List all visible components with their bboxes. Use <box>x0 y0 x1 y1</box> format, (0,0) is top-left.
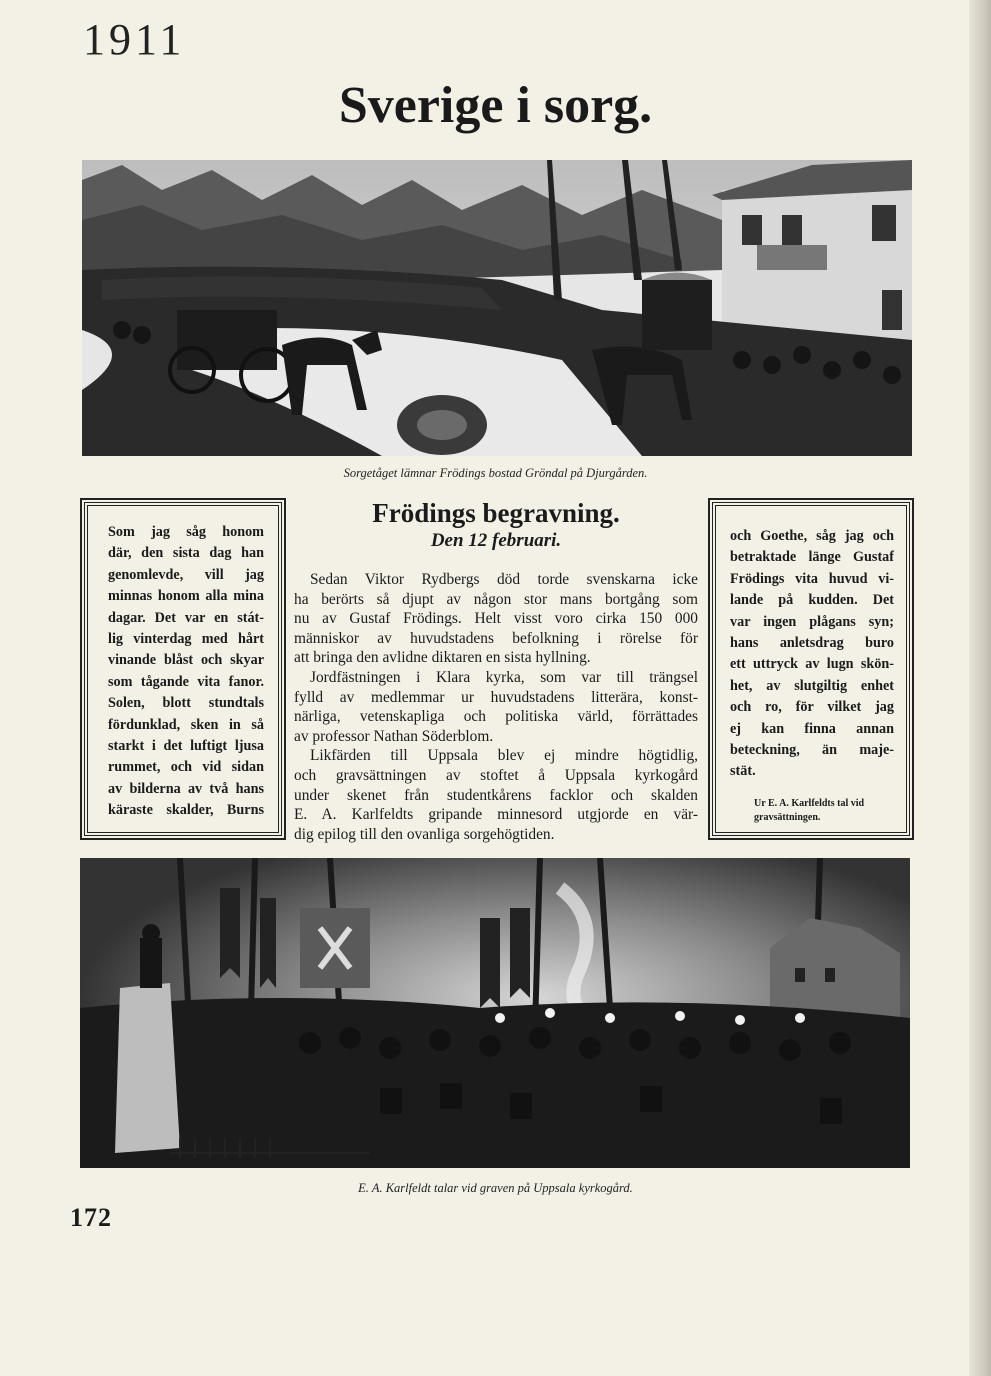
quote-right-line: lande på kudden. Det <box>730 592 894 609</box>
quote-left-line: Som jag såg honom <box>108 524 264 540</box>
article-line: fylld av medlemmar ur huvudstadens litterära, konst- <box>294 688 698 706</box>
quote-right-line: beteckning, än maje- <box>730 742 894 759</box>
quote-left-line: där, den sista dag han <box>108 545 264 562</box>
quote-right-line: Frödings vita huvud vi- <box>730 570 894 587</box>
quote-right-line: ej kan finna annan <box>730 720 894 737</box>
quote-source-line: gravsättningen. <box>754 811 821 823</box>
quote-left-line: dagar. Det var en stát- <box>108 609 264 626</box>
article-line: närliga, vetenskapliga och politiska värld, förrättades <box>294 708 698 726</box>
quote-left-line: av bilderna av två hans <box>108 780 264 797</box>
article-line: av professor Nathan Söderblom. <box>294 727 494 745</box>
quote-left-line: minnas honom alla mina <box>108 588 264 605</box>
article-title: Frödings begravning. <box>372 498 620 528</box>
quote-right-line: och Goethe, såg jag och <box>730 528 894 544</box>
quote-left-line: som tågande vita fanor. <box>108 673 264 690</box>
top-photo-caption: Sorgetåget lämnar Frödings bostad Gröndal på Djurgården. <box>343 466 648 480</box>
article-line: under skenet från studentkårens facklor och skalden <box>294 786 698 804</box>
graveside-illustration <box>80 858 910 1168</box>
quote-left-line: käraste skalder, Burns <box>108 802 264 819</box>
funeral-procession-photo <box>82 160 912 456</box>
right-quote-box <box>712 502 910 836</box>
quote-right-line: het, av slutgiltig enhet <box>730 677 894 694</box>
quote-right-line: betraktade länge Gustaf <box>730 549 894 566</box>
quote-left-line: Solen, blott stundtals <box>108 695 264 712</box>
article-line: och gravsättningen av stoftet å Uppsala kyrkogård <box>294 766 698 784</box>
article-line: nu av Gustaf Frödings. Helt visst voro cirka 150 000 <box>294 610 698 628</box>
quote-left-line: starkt i det luftigt ljusa <box>108 738 264 755</box>
quote-left-line: rummet, och vid sidan <box>108 759 264 776</box>
bottom-photo-caption: E. A. Karlfeldt talar vid graven på Uppsala kyrkogård. <box>358 1181 633 1195</box>
quote-right-line: hans anletsdrag buro <box>730 635 894 652</box>
page-edge <box>969 0 991 1376</box>
article-column <box>294 496 698 844</box>
article-line: ha berörts så djupt av någon stor mans bortgång som <box>294 590 698 608</box>
page-number: 172 <box>70 1203 112 1232</box>
quote-source <box>730 797 894 825</box>
quote-right-line: och ro, för vilket jag <box>730 699 894 716</box>
year-heading: 1911 <box>83 15 186 64</box>
article-line: E. A. Karlfeldts gripande minnesord utgjorde en vär- <box>294 806 698 824</box>
page-title: Sverige i sorg. <box>338 77 653 134</box>
quote-source-line: Ur E. A. Karlfeldts tal vid <box>754 797 865 809</box>
left-quote-box <box>84 502 282 836</box>
article-line: människor av huvudstadens befolkning i rörelse för <box>294 629 698 647</box>
article-line: dig epilog till den ovanliga sorgehögtiden. <box>294 825 555 843</box>
quote-left-line: lig vinterdag med hårt <box>108 631 264 648</box>
article-line: att bringa den avlidne diktaren en sista hyllning. <box>294 649 591 667</box>
quote-right-line: var ingen plågans syn; <box>730 613 894 630</box>
quote-right-line: stät. <box>730 763 756 780</box>
quote-right-line: ett uttryck av lugn skön- <box>730 656 894 673</box>
article-line: Likfärden till Uppsala blev ej mindre högtidlig, <box>310 747 698 765</box>
article-subtitle: Den 12 februari. <box>430 530 562 551</box>
article-line: Jordfästningen i Klara kyrka, som var till trängsel <box>310 668 698 686</box>
quote-left-line: vinande blåst och skyar <box>108 652 264 669</box>
article-line: Sedan Viktor Rydbergs död torde svenskarna icke <box>310 571 698 588</box>
quote-left-line: genomlevde, vill jag <box>108 566 264 583</box>
quote-left-line: fördunklad, sken in så <box>108 716 264 733</box>
